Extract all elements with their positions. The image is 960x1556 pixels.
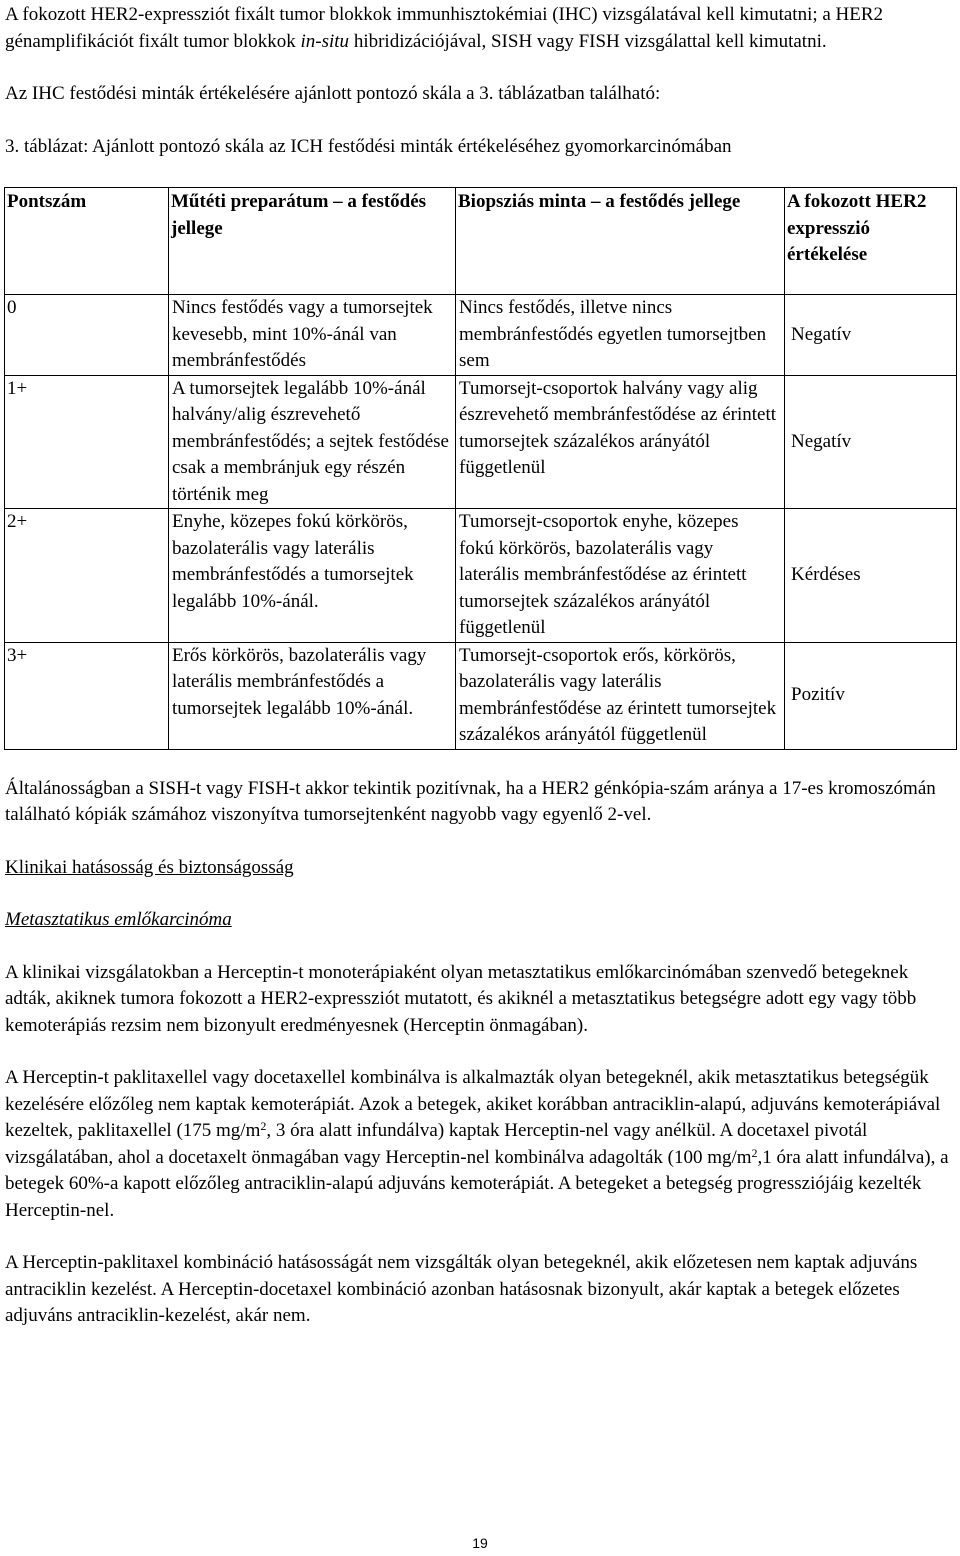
- subsection-heading: Metasztatikus emlőkarcinóma: [5, 909, 232, 930]
- cell-evaluation: Kérdéses: [785, 509, 957, 643]
- intro-text-b: hibridizációjával, SISH vagy FISH vizsgálattal kell kimutatni.: [349, 30, 827, 52]
- table-row: [5, 642, 957, 749]
- body-paragraph-3: A Herceptin-paklitaxel kombináció hatásosságát nem vizsgálták olyan betegeknél, akik előzetesen nem kaptak adjuváns antraciklin kezelést. A Herceptin-docetaxel kombináció azonban hatásosnak bizonyult, akár kaptak a betegek előzetes adjuváns antraciklin-kezelést, akár nem.: [5, 1252, 918, 1326]
- cell-evaluation: Pozitív: [785, 642, 957, 749]
- header-score: Pontszám: [5, 188, 169, 295]
- table-caption: 3. táblázat: Ajánlott pontozó skála az ICH festődési minták értékeléséhez gyomorkarcinómában: [5, 135, 732, 157]
- cell-surgical: A tumorsejtek legalább 10%-ánál halvány/alig észrevehető membránfestődés; a sejtek festődése csak a membránjuk egy részén történik meg: [169, 375, 456, 509]
- header-biopsy: Biopsziás minta – a festődés jellege: [456, 188, 785, 295]
- cell-evaluation: Negatív: [785, 295, 957, 376]
- body-paragraph-2-b: , 3 óra alatt infundálva) kaptak Herceptin-nel vagy anélkül. A docetaxel pivotál vizsgálatában, ahol a docetaxelt önmagában vagy Herceptin-nel kombinálva adagolták (100 mg/m: [5, 1120, 868, 1168]
- cell-evaluation: Negatív: [785, 375, 957, 509]
- intro-paragraph-1: [5, 2, 953, 55]
- cell-score: 0: [5, 295, 169, 376]
- body-paragraph-2: [5, 1065, 953, 1224]
- cell-score: 1+: [5, 375, 169, 509]
- cell-surgical: Erős körkörös, bazolaterális vagy laterális membránfestődés a tumorsejtek legalább 10%-ánál.: [169, 642, 456, 749]
- table-row: [5, 509, 957, 643]
- cell-biopsy: Tumorsejt-csoportok erős, körkörös, bazolaterális vagy laterális membránfestődése az érintett tumorsejtek százalékos arányától függetlenül: [456, 642, 785, 749]
- superscript: 2: [260, 1119, 267, 1133]
- page-number: 19: [472, 1535, 488, 1551]
- cell-biopsy: Nincs festődés, illetve nincs membránfestődés egyetlen tumorsejtben sem: [456, 295, 785, 376]
- cell-score: 2+: [5, 509, 169, 643]
- intro-text-a: A fokozott HER2-expressziót fixált tumor blokkok immunhisztokémiai (IHC) vizsgálatával kell kimutatni; a HER2 génamplifikációt fixált tumor blokkok: [5, 4, 884, 52]
- sish-fish-paragraph: Általánosságban a SISH-t vagy FISH-t akkor tekintik pozitívnak, ha a HER2 génkópia-szám aránya a 17-es kromoszómán található kópiák számához viszonyítva tumorsejtenként nagyobb vagy egyenlő 2-vel.: [5, 777, 936, 825]
- cell-score: 3+: [5, 642, 169, 749]
- table-row: [5, 375, 957, 509]
- cell-biopsy: Tumorsejt-csoportok halvány vagy alig észrevehető membránfestődése az érintett tumorsejtek százalékos arányától függetlenül: [456, 375, 785, 509]
- body-paragraph-2-c: ,1 óra alatt infundálva), a betegek 60%-a kapott előzőleg antraciklin-alapú adjuváns kemoterápiát. A betegeket a betegség progressziójáig kezelték Herceptin-nel.: [5, 1146, 949, 1221]
- document-page: [5, 2, 953, 1330]
- table-header-row: [5, 188, 957, 295]
- superscript: 2: [751, 1145, 758, 1160]
- scoring-table: [4, 187, 957, 750]
- cell-surgical: Enyhe, közepes fokú körkörös, bazolaterális vagy laterális membránfestődés a tumorsejtek legalább 10%-ánál.: [169, 509, 456, 643]
- cell-surgical: Nincs festődés vagy a tumorsejtek kevesebb, mint 10%-ánál van membránfestődés: [169, 295, 456, 376]
- section-heading: Klinikai hatásosság és biztonságosság: [5, 856, 294, 878]
- cell-biopsy: Tumorsejt-csoportok enyhe, közepes fokú körkörös, bazolaterális vagy laterális membránfestődése az érintett tumorsejtek százalékos arányától függetlenül: [456, 509, 785, 643]
- table-row: [5, 295, 957, 376]
- intro-paragraph-2: Az IHC festődési minták értékelésére ajánlott pontozó skála a 3. táblázatban található:: [5, 83, 661, 104]
- header-surgical: Műtéti preparátum – a festődés jellege: [169, 188, 456, 295]
- body-paragraph-1: A klinikai vizsgálatokban a Herceptin-t monoterápiaként olyan metasztatikus emlőkarcinómában szenvedő betegeknek adták, akiknek tumora fokozott a HER2-expressziót mutatott, és akiknél a metasztatikus betegségre adott egy vagy több kemoterápiás rezsim nem bizonyult eredményesnek (Herceptin önmagában).: [5, 961, 917, 1036]
- intro-text-italic: in-situ: [300, 30, 350, 52]
- header-evaluation: A fokozott HER2 expresszió értékelése: [785, 188, 957, 295]
- body-paragraph-2-a: A Herceptin-t paklitaxellel vagy docetaxellel kombinálva is alkalmazták olyan betegeknél, akik metasztatikus betegségük kezelésére előzőleg nem kaptak kemoterápiát. Azok a betegek, akiket korábban antraciklin-alapú, adjuváns kemoterápiával kezeltek, paklitaxellel (175 mg/m: [5, 1067, 941, 1141]
